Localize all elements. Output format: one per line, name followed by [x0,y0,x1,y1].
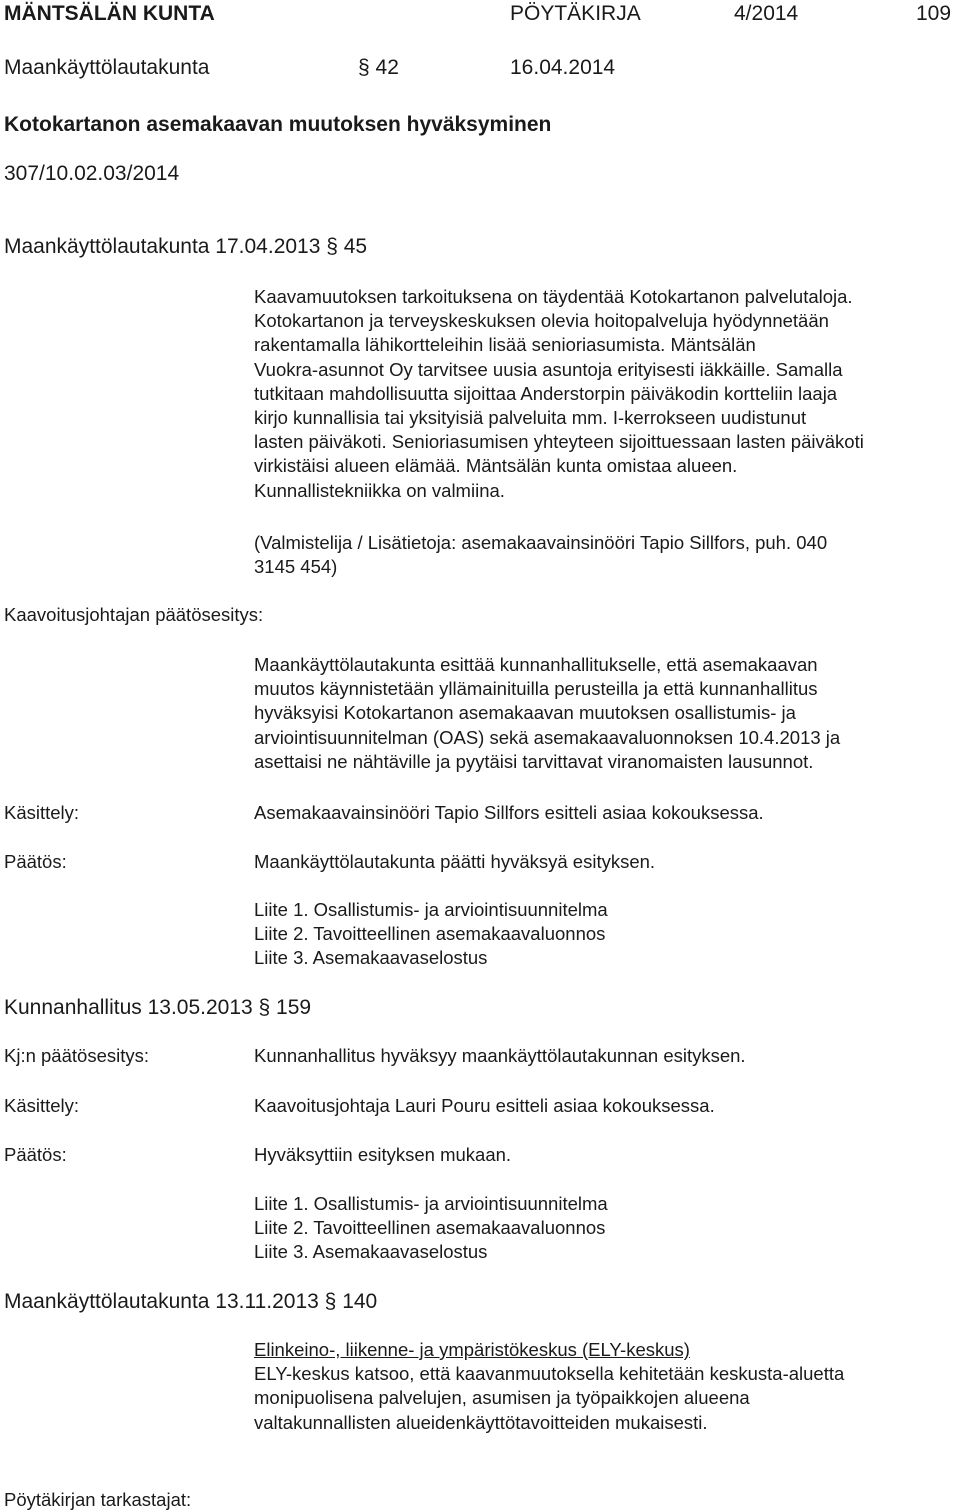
attachment-item: Liite 3. Asemakaavaselostus [254,947,488,969]
proposal-text: Kunnanhallitus hyväksyy maankäyttölautakunnan esityksen. [254,1045,746,1066]
decision-text: Maankäyttölautakunta päätti hyväksyä esityksen. [254,851,656,872]
statement-line: ELY-keskus katsoo, että kaavanmuutoksella kehitetään keskusta-aluetta [254,1363,845,1385]
case-reference: 307/10.02.03/2014 [4,162,180,185]
attachment-list [254,898,954,971]
reviewers-label: Pöytäkirjan tarkastajat: [4,1489,192,1510]
attachment-item: Liite 2. Tavoitteellinen asemakaavaluonnos [254,923,606,945]
case-description [254,285,954,503]
proposal-text [254,653,954,774]
proposal-line: Maankäyttölautakunta esittää kunnanhallitukselle, että asemakaavan [254,654,818,675]
page-number: 109 [916,2,952,25]
description-line: rakentamalla lähikortteleihin lisää senioriasumista. Mäntsälän [254,334,756,356]
description-line: lasten päiväkoti. Senioriasumisen yhteyteen sijoittuessaan lasten päiväkoti [254,431,864,453]
decision-label: Päätös: [4,1144,67,1165]
description-line: Kaavamuutoksen tarkoituksena on täydentää Kotokartanon palvelutaloja. [254,286,853,307]
preparer-line: 3145 454) [254,556,338,578]
document-type: PÖYTÄKIRJA [510,2,641,25]
decision-label: Päätös: [4,851,67,872]
document-date: 4/2014 [734,2,799,25]
description-line: Kunnallistekniikka on valmiina. [254,479,505,501]
proposal-label: Kj:n päätösesitys: [4,1045,149,1066]
ely-statement [254,1338,954,1435]
history-heading: Maankäyttölautakunta 13.11.2013 § 140 [4,1290,378,1313]
meeting-body: Maankäyttölautakunta [4,56,210,79]
attachment-item: Liite 3. Asemakaavaselostus [254,1241,488,1263]
case-title: Kotokartanon asemakaavan muutoksen hyväksyminen [4,113,552,136]
handling-label: Käsittely: [4,802,80,823]
statement-line: monipuolisena palvelujen, asumisen ja työpaikkojen alueena [254,1387,750,1409]
handling-label: Käsittely: [4,1095,80,1116]
handling-text: Asemakaavainsinööri Tapio Sillfors esitteli asiaa kokouksessa. [254,802,764,823]
meeting-date: 16.04.2014 [510,56,616,79]
description-line: kirjo kunnallisia tai yksityisiä palveluita mm. I-kerrokseen uudistunut [254,407,807,429]
attachment-item: Liite 1. Osallistumis- ja arviointisuunnitelma [254,1193,608,1214]
attachment-item: Liite 1. Osallistumis- ja arviointisuunnitelma [254,899,608,920]
statement-line: valtakunnallisten alueidenkäyttötavoitteiden mukaisesti. [254,1411,708,1433]
meeting-section: § 42 [358,56,399,79]
attachment-list [254,1192,954,1265]
attachment-item: Liite 2. Tavoitteellinen asemakaavaluonnos [254,1217,606,1239]
decision-text: Hyväksyttiin esityksen mukaan. [254,1144,512,1165]
statement-title: Elinkeino-, liikenne- ja ympäristökeskus (ELY-keskus) [254,1339,690,1360]
description-line: virkistäisi alueen elämää. Mäntsälän kunta omistaa alueen. [254,455,738,477]
preparer-line: (Valmistelija / Lisätietoja: asemakaavainsinööri Tapio Sillfors, puh. 040 [254,532,828,553]
proposal-line: arviointisuunnitelman (OAS) sekä asemakaavaluonnoksen 10.4.2013 ja [254,726,841,748]
proposal-line: asettaisi ne nähtäville ja pyytäisi tarvittavat viranomaisten lausunnot. [254,750,814,772]
organization-name: MÄNTSÄLÄN KUNTA [4,2,215,25]
handling-text: Kaavoitusjohtaja Lauri Pouru esitteli asiaa kokouksessa. [254,1095,715,1116]
history-heading: Kunnanhallitus 13.05.2013 § 159 [4,996,312,1019]
proposal-line: muutos käynnistetään yllämainituilla perusteilla ja että kunnanhallitus [254,678,818,700]
proposal-line: hyväksyisi Kotokartanon asemakaavan muutoksen osallistumis- ja [254,702,796,724]
description-line: Vuokra-asunnot Oy tarvitsee uusia asuntoja erityisesti iäkkäille. Samalla [254,358,843,380]
history-heading: Maankäyttölautakunta 17.04.2013 § 45 [4,235,368,258]
preparer-note [254,531,954,579]
description-line: Kotokartanon ja terveyskeskuksen olevia hoitopalveluja hyödynnetään [254,310,829,332]
description-line: tutkitaan mahdollisuutta sijoittaa Anderstorpin päiväkodin kortteliin laaja [254,382,838,404]
proposal-label: Kaavoitusjohtajan päätösesitys: [4,604,264,625]
